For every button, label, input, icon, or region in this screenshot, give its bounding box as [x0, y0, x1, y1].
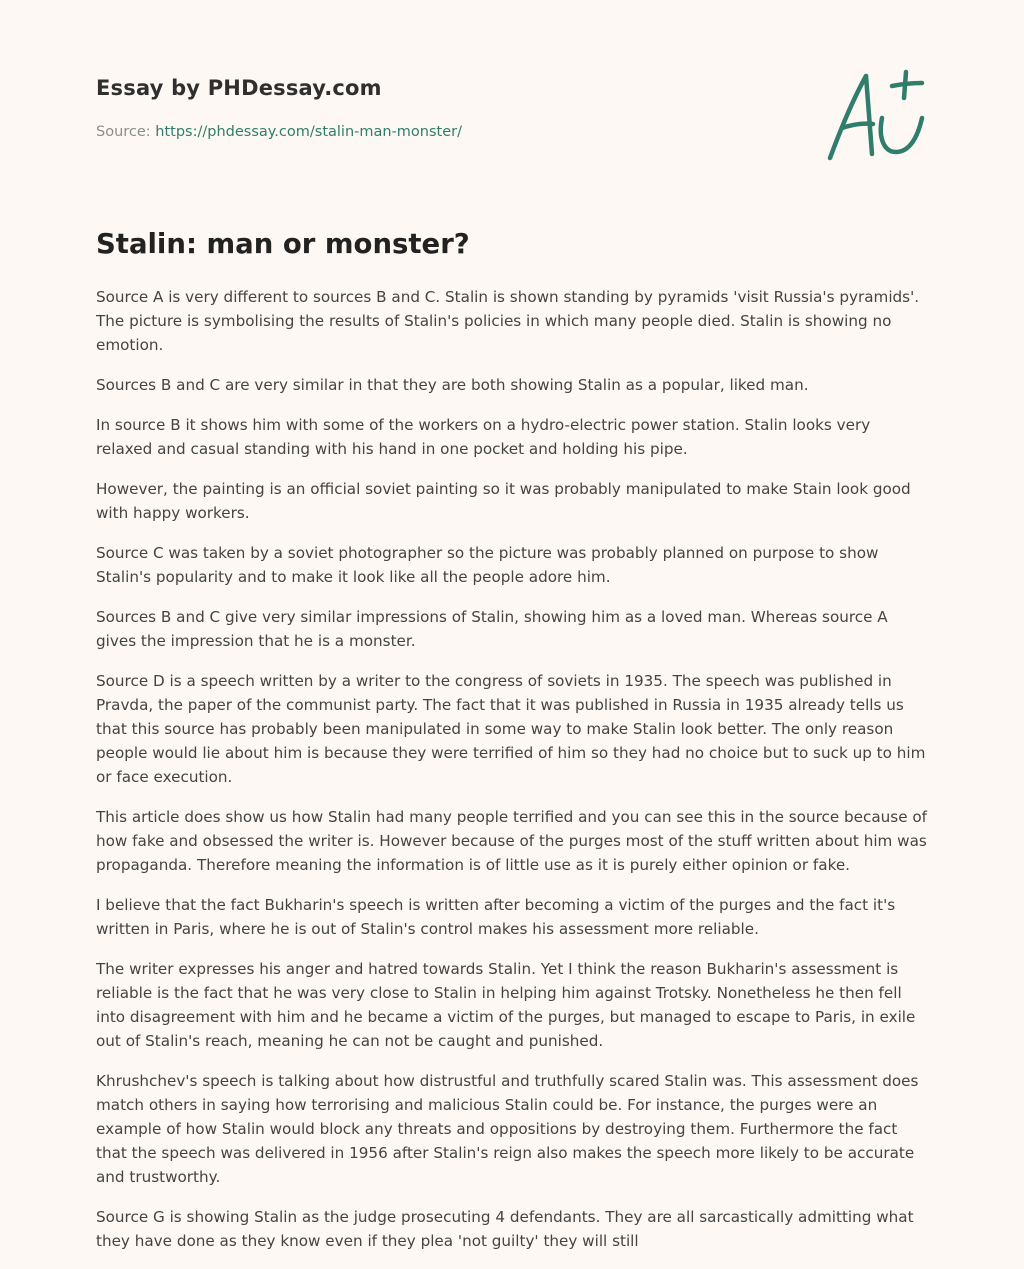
essay-article — [96, 228, 928, 1269]
essay-paragraph: Source D is a speech written by a writer to the congress of soviets in 1935. The speech was published in Pravda, the paper of the communist party. The fact that it was published in Russia in 1935 already tells us that this source has probably been manipulated in some way to make Stalin look better. The only reason people would lie about him is because they were terrified of him so they had no choice but to suck up to him or face execution. — [96, 672, 926, 786]
source-label: Source: — [96, 124, 151, 140]
essay-paragraph: In source B it shows him with some of the workers on a hydro-electric power station. Stalin looks very relaxed and casual standing with his hand in one pocket and holding his pipe. — [96, 416, 871, 458]
essay-paragraph: Khrushchev's speech is talking about how distrustful and truthfully scared Stalin was. This assessment does match others in saying how terrorising and malicious Stalin could be. For instance, the purges were an example of how Stalin would block any threats and oppositions by destroying them. Furthermore the fact that the speech was delivered in 1956 after Stalin's reign also makes the speech more likely to be accurate and trustworthy. — [96, 1072, 919, 1186]
essay-paragraph: I believe that the fact Bukharin's speech is written after becoming a victim of the purges and the fact it's written in Paris, where he is out of Stalin's control makes his assessment more reliable. — [96, 896, 896, 938]
source-link[interactable]: https://phdessay.com/stalin-man-monster/ — [155, 124, 462, 140]
essay-paragraph: The writer expresses his anger and hatred towards Stalin. Yet I think the reason Bukharin's assessment is reliable is the fact that he was very close to Stalin in helping him against Trotsky. Nonetheless he then fell into disagreement with him and he became a victim of the purges, but managed to escape to Paris, in exile out of Stalin's reach, meaning he can not be caught and punished. — [96, 960, 916, 1050]
site-brand: Essay by PHDessay.com — [96, 76, 382, 100]
essay-paragraph: Sources B and C are very similar in that they are both showing Stalin as a popular, liked man. — [96, 376, 809, 394]
source-line — [96, 124, 796, 140]
essay-paragraph: Sources B and C give very similar impressions of Stalin, showing him as a loved man. Whereas source A gives the impression that he is a monster. — [96, 608, 888, 650]
essay-paragraph: Source C was taken by a soviet photographer so the picture was probably planned on purpose to show Stalin's popularity and to make it look like all the people adore him. — [96, 544, 879, 586]
essay-paragraph: However, the painting is an official soviet painting so it was probably manipulated to make Stain look good with happy workers. — [96, 480, 911, 522]
essay-paragraph: Source A is very different to sources B and C. Stalin is shown standing by pyramids 'visit Russia's pyramids'. The picture is symbolising the results of Stalin's policies in which many people died. Stalin is showing no emotion. — [96, 288, 920, 354]
a-plus-grade-icon — [820, 66, 930, 166]
essay-paragraph: Source G is showing Stalin as the judge prosecuting 4 defendants. They are all sarcastically admitting what they have done as they know even if they plea 'not guilty' they will still — [96, 1208, 914, 1250]
page-header — [96, 76, 796, 140]
essay-paragraph: This article does show us how Stalin had many people terrified and you can see this in the source because of how fake and obsessed the writer is. However because of the purges most of the stuff written about him was propaganda. Therefore meaning the information is of little use as it is purely either opinion or fake. — [96, 808, 928, 874]
essay-title: Stalin: man or monster? — [96, 228, 470, 260]
